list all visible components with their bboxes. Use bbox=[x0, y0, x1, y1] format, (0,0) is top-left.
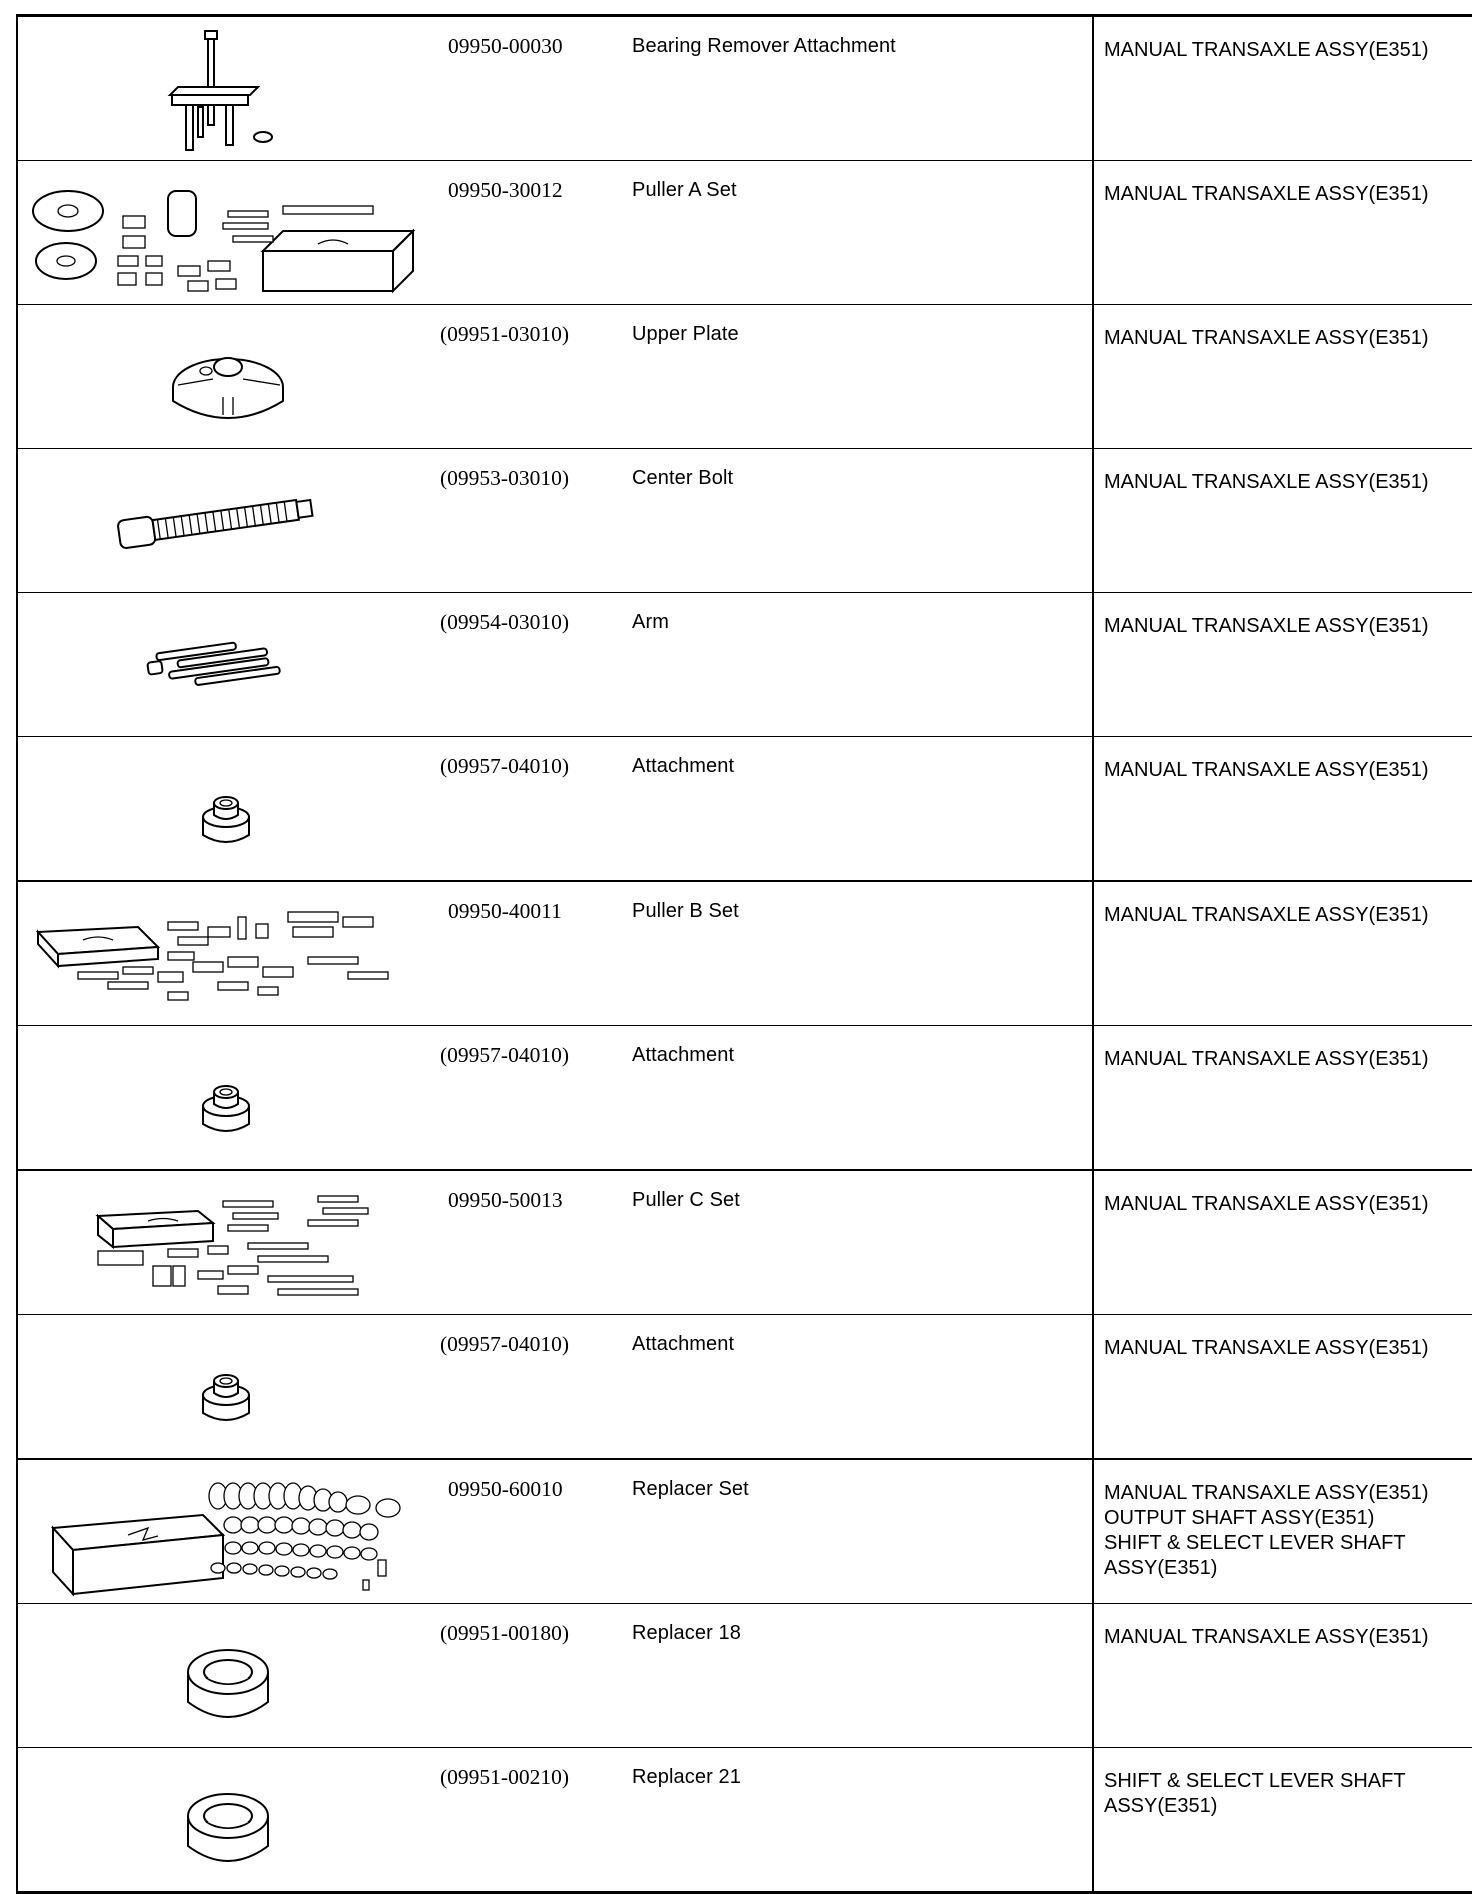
replacer-set-icon bbox=[18, 1460, 438, 1603]
part-number: 09950-50013 bbox=[448, 1188, 563, 1212]
tool-name: Puller C Set bbox=[632, 1189, 740, 1211]
table-row bbox=[17, 737, 1472, 882]
illustration-cell bbox=[17, 1026, 438, 1171]
illustration-cell bbox=[17, 1170, 438, 1315]
table-row bbox=[17, 1170, 1472, 1315]
illustration-cell bbox=[17, 1748, 438, 1893]
usage-note: MANUAL TRANSAXLE ASSY(E351) bbox=[1093, 1604, 1472, 1748]
part-number: 09950-00030 bbox=[448, 34, 563, 58]
tool-name: Upper Plate bbox=[632, 323, 739, 345]
attachment-icon bbox=[18, 1315, 438, 1458]
illustration-cell bbox=[17, 1459, 438, 1604]
part-number: 09950-40011 bbox=[448, 899, 562, 923]
tool-name: Center Bolt bbox=[632, 467, 734, 489]
table-row bbox=[17, 881, 1472, 1026]
table-row bbox=[17, 1459, 1472, 1604]
illustration-cell bbox=[17, 449, 438, 593]
part-number: (09951-00210) bbox=[440, 1765, 569, 1789]
part-number: (09957-04010) bbox=[440, 754, 569, 778]
upper-plate-icon bbox=[18, 305, 438, 448]
tool-name: Puller A Set bbox=[632, 179, 737, 201]
usage-note: MANUAL TRANSAXLE ASSY(E351) bbox=[1093, 305, 1472, 449]
illustration-cell bbox=[17, 305, 438, 449]
center-bolt-icon bbox=[18, 449, 438, 592]
usage-note: MANUAL TRANSAXLE ASSY(E351) bbox=[1093, 1170, 1472, 1315]
tool-name: Bearing Remover Attachment bbox=[632, 35, 896, 57]
illustration-cell bbox=[17, 881, 438, 1026]
part-number: (09954-03010) bbox=[440, 610, 569, 634]
part-number: (09957-04010) bbox=[440, 1332, 569, 1356]
usage-note: MANUAL TRANSAXLE ASSY(E351) bbox=[1093, 881, 1472, 1026]
illustration-cell bbox=[17, 161, 438, 305]
tool-name: Attachment bbox=[632, 1333, 735, 1355]
table-row bbox=[17, 16, 1472, 161]
arm-icon bbox=[18, 593, 438, 736]
part-number: (09951-00180) bbox=[440, 1621, 569, 1645]
usage-note: SHIFT & SELECT LEVER SHAFT ASSY(E351) bbox=[1093, 1748, 1472, 1893]
table-row bbox=[17, 1315, 1472, 1460]
tool-name: Replacer Set bbox=[632, 1478, 749, 1500]
part-number: (09957-04010) bbox=[440, 1043, 569, 1067]
table-row bbox=[17, 1604, 1472, 1748]
tool-name: Arm bbox=[632, 611, 669, 633]
usage-note: MANUAL TRANSAXLE ASSY(E351) bbox=[1093, 449, 1472, 593]
puller-set-icon bbox=[18, 882, 438, 1025]
attachment-icon bbox=[18, 737, 438, 880]
replacer-ring-icon bbox=[18, 1604, 438, 1747]
table-row bbox=[17, 1748, 1472, 1893]
illustration-cell bbox=[17, 593, 438, 737]
part-number: 09950-60010 bbox=[448, 1477, 563, 1501]
illustration-cell bbox=[17, 16, 438, 161]
usage-note: MANUAL TRANSAXLE ASSY(E351) bbox=[1093, 737, 1472, 882]
tool-name: Replacer 18 bbox=[632, 1622, 741, 1644]
part-number: 09950-30012 bbox=[448, 178, 563, 202]
table-row bbox=[17, 449, 1472, 593]
puller-set-icon bbox=[18, 1171, 438, 1314]
puller-set-icon bbox=[18, 161, 438, 304]
table-row bbox=[17, 305, 1472, 449]
part-number: (09953-03010) bbox=[440, 466, 569, 490]
illustration-cell bbox=[17, 1315, 438, 1460]
usage-note: MANUAL TRANSAXLE ASSY(E351) bbox=[1093, 161, 1472, 305]
tool-name: Attachment bbox=[632, 1044, 735, 1066]
special-service-tools-table bbox=[16, 14, 1472, 1894]
usage-note: MANUAL TRANSAXLE ASSY(E351) OUTPUT SHAFT ASSY(E351) SHIFT & SELECT LEVER SHAFT ASSY(E351) bbox=[1093, 1459, 1472, 1604]
table-row bbox=[17, 1026, 1472, 1171]
part-number: (09951-03010) bbox=[440, 322, 569, 346]
usage-note: MANUAL TRANSAXLE ASSY(E351) bbox=[1093, 1026, 1472, 1171]
tool-name: Puller B Set bbox=[632, 900, 739, 922]
table-row bbox=[17, 161, 1472, 305]
tool-name: Attachment bbox=[632, 755, 735, 777]
usage-note: MANUAL TRANSAXLE ASSY(E351) bbox=[1093, 1315, 1472, 1460]
illustration-cell bbox=[17, 737, 438, 882]
usage-note: MANUAL TRANSAXLE ASSY(E351) bbox=[1093, 16, 1472, 161]
tool-name: Replacer 21 bbox=[632, 1766, 741, 1788]
attachment-icon bbox=[18, 1026, 438, 1169]
illustration-cell bbox=[17, 1604, 438, 1748]
usage-note: MANUAL TRANSAXLE ASSY(E351) bbox=[1093, 593, 1472, 737]
replacer-ring-icon bbox=[18, 1748, 438, 1891]
table-row bbox=[17, 593, 1472, 737]
bearing-remover-attachment-icon bbox=[18, 17, 438, 160]
